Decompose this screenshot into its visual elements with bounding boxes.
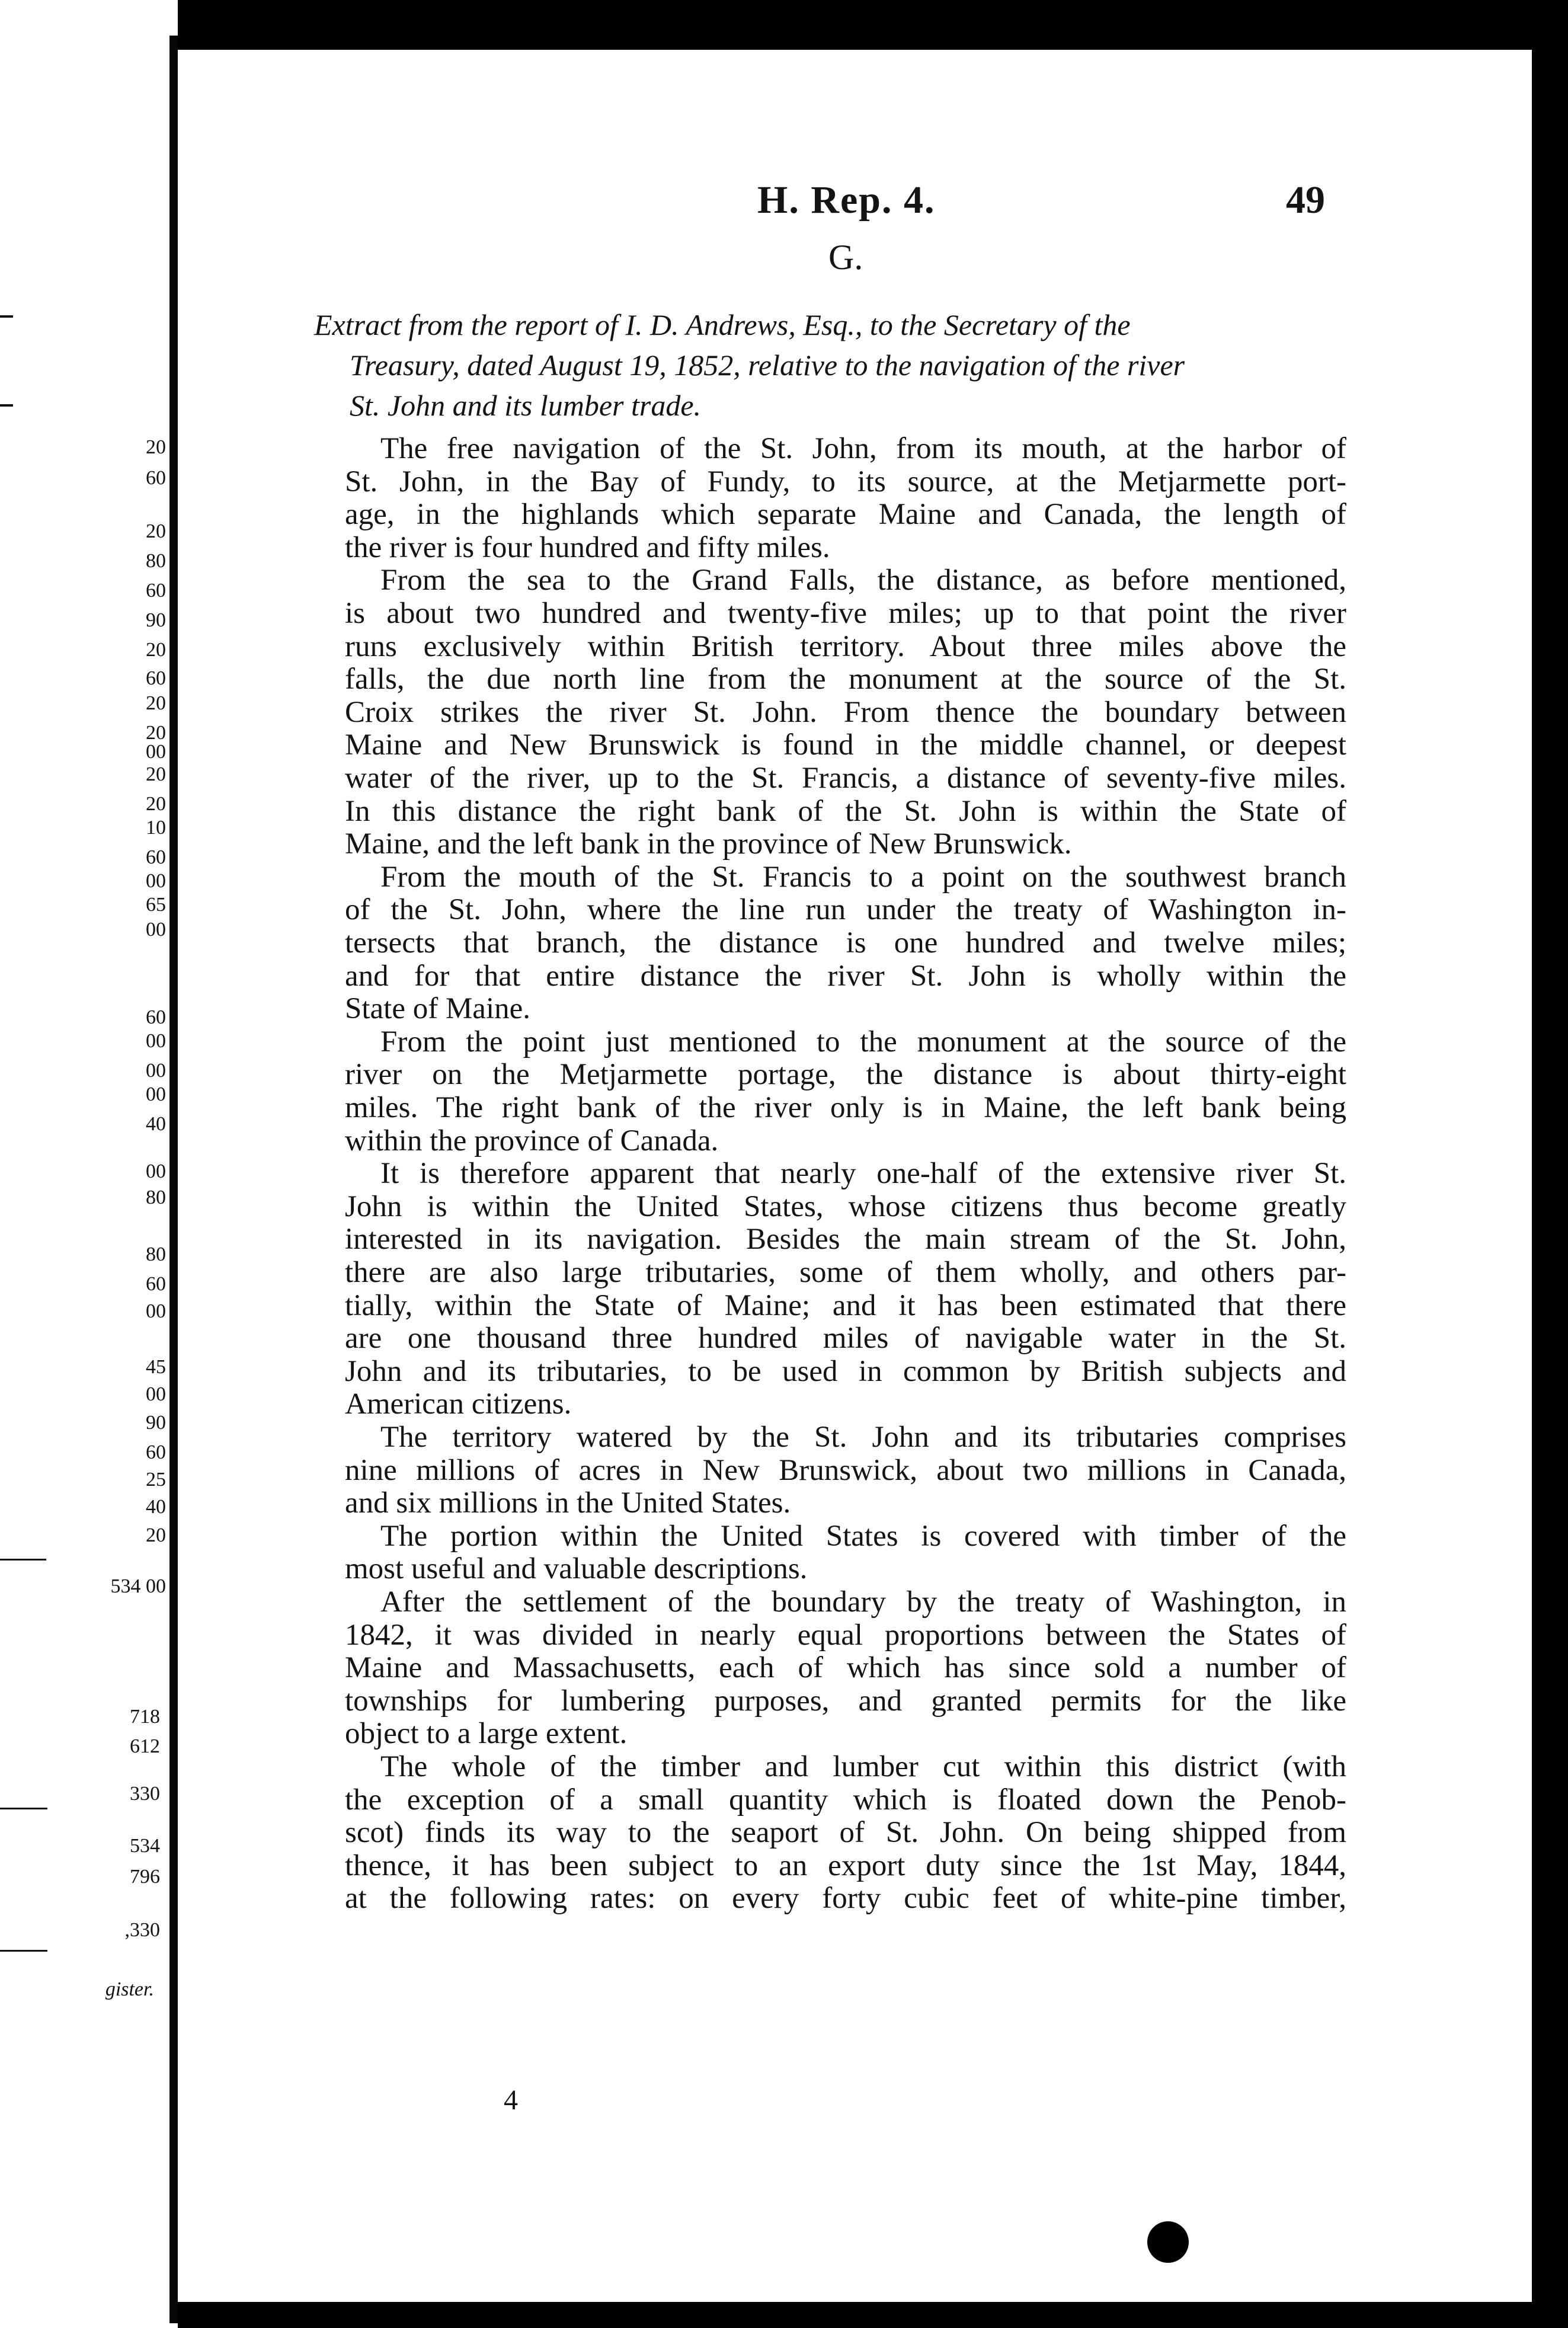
text-line: Maine and Massachusetts, each of which has since sold a number of <box>345 1651 1346 1685</box>
left-margin-figure: 80 <box>146 550 166 572</box>
text-line: tersects that branch, the distance is one hundred and twelve miles; <box>345 926 1346 960</box>
text-line: runs exclusively within British territory. About three miles above the <box>345 629 1346 663</box>
text-line: After the settlement of the boundary by the treaty of Washington, in <box>380 1585 1346 1619</box>
text-line: tially, within the State of Maine; and it has been estimated that there <box>345 1288 1346 1322</box>
text-line: American citizens. <box>345 1387 572 1421</box>
left-margin-figure: 60 <box>146 1441 166 1463</box>
left-page-rule <box>0 404 13 407</box>
left-margin-figure: 20 <box>146 639 166 661</box>
text-line: thence, it has been subject to an export duty since the 1st May, 1844, <box>345 1849 1346 1882</box>
text-line: From the sea to the Grand Falls, the distance, as before mentioned, <box>380 564 1346 597</box>
left-margin-figure: 00 <box>146 1030 166 1052</box>
text-line: of the St. John, where the line run under the treaty of Washington in- <box>345 893 1346 927</box>
text-line: scot) finds its way to the seaport of St. John. On being shipped from <box>345 1816 1346 1850</box>
text-line: The free navigation of the St. John, from its mouth, at the harbor of <box>380 432 1346 465</box>
left-margin-figure: 90 <box>146 609 166 631</box>
text-line: John and its tributaries, to be used in common by British subjects and <box>345 1354 1346 1388</box>
text-line: within the province of Canada. <box>345 1124 719 1157</box>
text-line: The territory watered by the St. John and its tributaries comprises <box>380 1421 1346 1454</box>
running-head: H. Rep. 4. <box>757 178 936 222</box>
document-page <box>178 50 1532 2302</box>
left-margin-figure: 65 <box>146 894 166 916</box>
text-line: there are also large tributaries, some of them wholly, and others par- <box>345 1256 1346 1289</box>
text-line: are one thousand three hundred miles of navigable water in the St. <box>345 1322 1346 1355</box>
text-line: nine millions of acres in New Brunswick, about two millions in Canada, <box>345 1453 1346 1487</box>
left-margin-figure: 60 <box>146 846 166 868</box>
left-margin-figure: 00 <box>146 1383 166 1405</box>
text-line: age, in the highlands which separate Maine and Canada, the length of <box>345 498 1346 532</box>
left-margin-figure: 00 <box>146 1300 166 1322</box>
text-line: John is within the United States, whose citizens thus become greatly <box>345 1189 1346 1223</box>
left-margin-figure: 45 <box>146 1356 166 1378</box>
left-margin-figure: 20 <box>146 763 166 785</box>
left-margin-figure: 60 <box>146 580 166 602</box>
book-gutter <box>169 36 178 2323</box>
left-page-rule <box>0 1950 47 1952</box>
text-line: From the point just mentioned to the monument at the source of the <box>380 1025 1346 1059</box>
left-margin-figure: 90 <box>146 1412 166 1434</box>
left-margin-figure: 20 <box>146 793 166 815</box>
left-page-rule <box>0 1808 47 1809</box>
text-line: object to a large extent. <box>345 1717 628 1751</box>
text-line: at the following rates: on every forty cubic feet of white-pine timber, <box>345 1882 1346 1916</box>
text-line: water of the river, up to the St. Francis, a distance of seventy-five miles. <box>345 762 1346 795</box>
text-line: 1842, it was divided in nearly equal proportions between the States of <box>345 1618 1346 1652</box>
left-margin-figure: 60 <box>146 1273 166 1295</box>
text-line: It is therefore apparent that nearly one-half of the extensive river St. <box>380 1157 1346 1191</box>
left-margin-figure: 612 <box>130 1735 160 1757</box>
left-margin-figure: 60 <box>146 467 166 489</box>
text-line: river on the Metjarmette portage, the distance is about thirty-eight <box>345 1058 1346 1092</box>
left-margin-figure: 25 <box>146 1469 166 1491</box>
caption-line: St. John and its lumber trade. <box>350 389 702 422</box>
text-line: miles. The right bank of the river only is in Maine, the left bank being <box>345 1091 1346 1124</box>
text-line: Maine, and the left bank in the province of New Brunswick. <box>345 827 1072 861</box>
text-line: the exception of a small quantity which is floated down the Penob- <box>345 1783 1346 1817</box>
left-margin-figure: 534 <box>130 1835 160 1857</box>
left-margin-figure: 60 <box>146 667 166 689</box>
text-line: State of Maine. <box>345 992 530 1026</box>
text-line: St. John, in the Bay of Fundy, to its source, at the Metjarmette port- <box>345 465 1346 498</box>
text-line: falls, the due north line from the monument at the source of the St. <box>345 663 1346 696</box>
left-margin-figure: 40 <box>146 1496 166 1518</box>
left-margin-figure: 20 <box>146 1524 166 1546</box>
page-number: 49 <box>1286 178 1325 222</box>
caption-line: Extract from the report of I. D. Andrews, Esq., to the Secretary of the <box>314 308 1131 341</box>
left-margin-figure: 20 <box>146 722 166 744</box>
left-margin-figure: 718 <box>130 1706 160 1728</box>
appendix-letter: G. <box>828 238 863 277</box>
text-line: and six millions in the United States. <box>345 1486 791 1520</box>
left-margin-figure: 796 <box>130 1866 160 1888</box>
left-margin-figure: 330 <box>130 1783 160 1805</box>
left-margin-figure: 20 <box>146 436 166 458</box>
text-line: The whole of the timber and lumber cut within this district (with <box>380 1750 1346 1783</box>
left-margin-figure: 00 <box>146 1160 166 1182</box>
extract-caption <box>314 305 1345 426</box>
left-margin-figure: 40 <box>146 1113 166 1135</box>
left-margin-figure: 00 <box>146 1060 166 1082</box>
caption-line: Treasury, dated August 19, 1852, relative to the navigation of the river <box>350 348 1185 382</box>
left-page-fragment <box>0 0 178 2328</box>
text-line: townships for lumbering purposes, and granted permits for the like <box>345 1684 1346 1718</box>
left-margin-figure: 10 <box>146 817 166 839</box>
left-margin-figure: 534 00 <box>110 1575 166 1597</box>
left-margin-figure: 60 <box>146 1006 166 1028</box>
text-line: Maine and New Brunswick is found in the middle channel, or deepest <box>345 728 1346 762</box>
text-line: most useful and valuable descriptions. <box>345 1552 808 1586</box>
left-margin-figure: gister. <box>105 1978 154 2000</box>
signature-mark: 4 <box>504 2084 518 2116</box>
text-line: is about two hundred and twenty-five miles; up to that point the river <box>345 597 1346 630</box>
left-margin-figure: 80 <box>146 1243 166 1265</box>
left-margin-figure: 80 <box>146 1187 166 1208</box>
text-line: The portion within the United States is covered with timber of the <box>380 1519 1346 1553</box>
text-line: From the mouth of the St. Francis to a point on the southwest branch <box>380 860 1346 894</box>
left-margin-figure: 20 <box>146 520 166 542</box>
left-page-rule <box>0 315 13 318</box>
left-page-rule <box>0 1559 46 1560</box>
left-margin-figure: 00 <box>146 741 166 763</box>
text-line: Croix strikes the river St. John. From thence the boundary between <box>345 695 1346 729</box>
left-margin-figure: 00 <box>146 919 166 941</box>
left-margin-figure: 20 <box>146 692 166 714</box>
text-line: In this distance the right bank of the St. John is within the State of <box>345 794 1346 828</box>
text-line: and for that entire distance the river St. John is wholly within the <box>345 959 1346 993</box>
left-margin-figure: 00 <box>146 1083 166 1105</box>
text-line: the river is four hundred and fifty miles. <box>345 530 830 564</box>
ink-blot <box>1147 2221 1189 2263</box>
left-margin-figure: ,330 <box>124 1919 160 1941</box>
text-line: interested in its navigation. Besides the main stream of the St. John, <box>345 1223 1346 1256</box>
left-margin-figure: 00 <box>146 870 166 892</box>
